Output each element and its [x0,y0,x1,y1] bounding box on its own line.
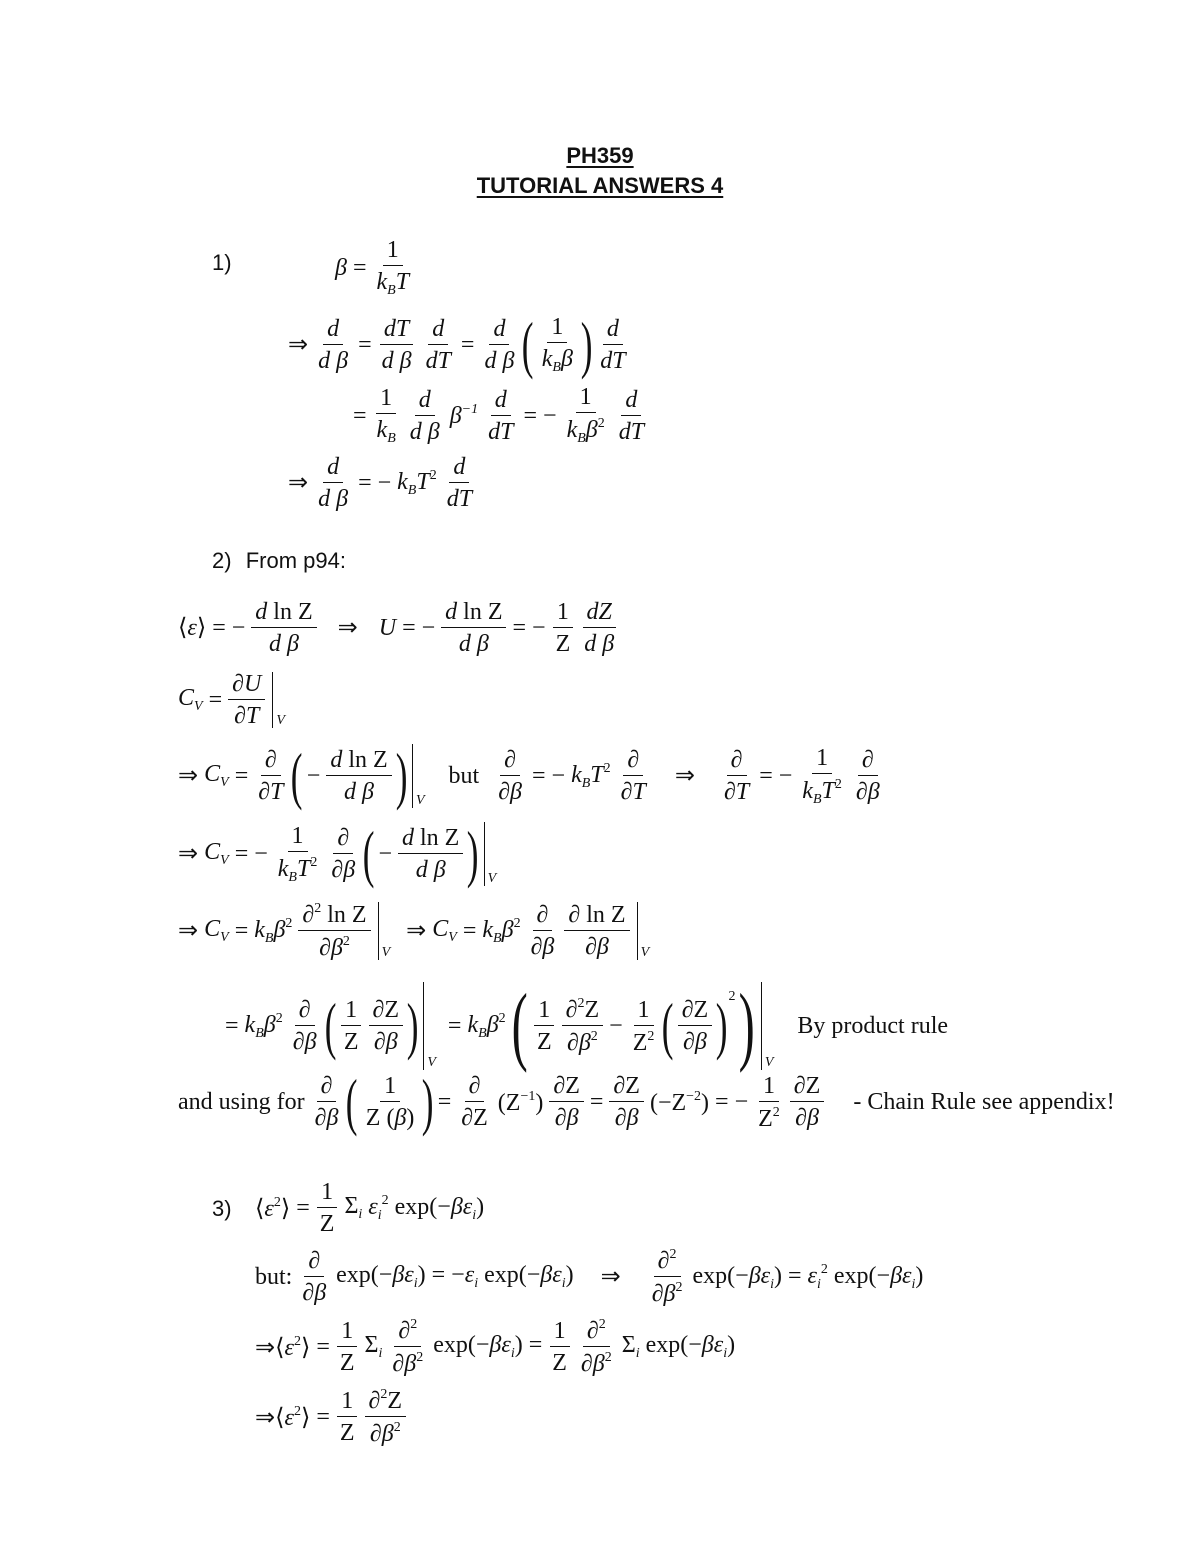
q1-eq-line4: ⇒ $\frac{d}{\text{d β}}$ = − $k_BT^2$ $\frac{d}{dT}$ [288,454,473,512]
q2-chain-rule-text: - Chain Rule see appendix! [853,1089,1115,1115]
q1-label: 1) [212,250,232,275]
q3-eq-line3: $\Rightarrow⟨\varepsilon^2⟩$ = $\frac{1}{Z}$ $\Sigma_i$ $\frac{\partial^2}{\partial\beta^2}$ $\exp(-\beta\varepsilon_i)$ = $\frac{1}{Z}$ $\frac{\partial^2}{\partial\beta^2}$ $\Sigma_i$ $\exp(-\beta\varepsilon_i)$ [255,1317,736,1377]
q2-eq-cv-line2: ⇒ $C_V$ = − $\frac{1}{k_BT^2}$ $\frac{\partial}{\partial\beta}$ ( − $\frac{\text{d ln Z}}{\text{d β}}$ ) V [178,818,497,889]
q2-product-rule-text: By product rule [797,1013,949,1039]
q2-eq-cv-line3: ⇒ $C_V$ = $k_B\beta^2$ $\frac{\partial^2 \ln Z}{\partial\beta^2}$ V ⇒ $C_V$ = $k_B\beta^2$ $\frac{\partial}{\partial\beta}$ $\frac{\text{∂ ln Z}}{\partial\beta}$ V [178,901,650,961]
page-title-course: PH359 [566,143,634,168]
q3-eq-line1: $⟨\varepsilon^2⟩$ = $\frac{1}{Z}$ $\Sigma_i$ $\varepsilon_i^2$ $\exp(-\beta\varepsilon_i)$ [255,1179,485,1237]
q2-number: 2) [212,548,232,573]
q2-eq-cv-line1: ⇒ $C_V$ = $\frac{\partial}{\partial T}$ ( − $\frac{\text{d ln Z}}{\text{d β}}$ ) V but $\frac{\partial}{\partial\beta}$ = − $k_BT^2$ $\frac{\partial}{\partial T}$ ⇒ $\frac{\partial}{\partial T}$ = − $\frac{1}{k_BT^2}$ $\frac{\partial}{\partial\beta}$ [178,740,880,811]
page-title-subtitle: TUTORIAL ANSWERS 4 [476,173,724,198]
q1-eq-line3: = $\frac{1}{k_B}$ $\frac{d}{\text{d β}}$ $\beta^{-1}$ $\frac{d}{dT}$ = − $\frac{1}{k_B\beta^2}$ $\frac{d}{dT}$ [353,384,645,446]
q3-but-text: but: [255,1264,293,1290]
q1-eq-line2: ⇒ $\frac{d}{\text{d β}}$ = $\frac{dT}{\text{d β}}$ $\frac{d}{dT}$ = $\frac{d}{\text{d β}}$ ( $\frac{1}{k_B\beta}$ ) $\frac{d}{dT}$ [288,309,626,380]
q1-eq-beta: β = $\frac{1}{k_BT}$ [335,237,410,298]
q3-eq-line2: but: $\frac{\partial}{\partial\beta}$ $\exp(-\beta\varepsilon_i) = -\varepsilon_i$ $\exp(-\beta\varepsilon_i)$ ⇒ $\frac{\partial^2}{\partial\beta^2}$ $\exp(-\beta\varepsilon_i) = \varepsilon_i^2$ $\exp(-\beta\varepsilon_i)$ [255,1247,924,1307]
q2-eq-cv-def: $C_V$ = $\frac{\partial U}{\partial T}$ V [178,671,285,729]
q2-eq-chain: and using for $\frac{\partial}{\partial\beta}$ ( $\frac{1}{Z (\beta)}$ ) = $\frac{\partial}{\partial Z}$ $(Z^{-1})$ $\frac{\partial Z}{\partial\beta}$ = $\frac{\partial Z}{\partial\beta}$ $(-Z^{-2})$ = − $\frac{1}{Z^2}$ $\frac{\partial Z}{\partial\beta}$ - Chain Rule see appendix! [178,1066,1115,1137]
q2-eq-energy: ⟨ε⟩ = − $\frac{\text{d ln Z}}{\text{d β}}$ ⇒ U = − $\frac{\text{d ln Z}}{\text{d β}}$ = − $\frac{1}{Z}$ $\frac{dZ}{\text{d β}}$ [178,599,615,657]
q3-eq-line4: $\Rightarrow⟨\varepsilon^2⟩$ = $\frac{1}{Z}$ $\frac{\partial^2Z}{\partial\beta^2}$ [252,1388,409,1446]
q3-label: 3) [212,1196,232,1221]
q2-label [212,548,346,574]
q2-eq-cv-line4: = $k_B\beta^2$ $\frac{\partial}{\partial\beta}$ ( $\frac{1}{Z}$ $\frac{\partial Z}{\partial\beta}$ ) V = $k_B\beta^2$ ( $\frac{1}{Z}$ $\frac{\partial^2Z}{\partial\beta^2}$ − $\frac{1}{Z^2}$ ( $\frac{\partial Z}{\partial\beta}$ ) 2 ) V By product rule [225,977,949,1074]
q2-and-using-text: and using for [178,1089,305,1115]
q2-but-text: but [448,763,480,789]
q2-intro: From p94: [245,548,346,573]
